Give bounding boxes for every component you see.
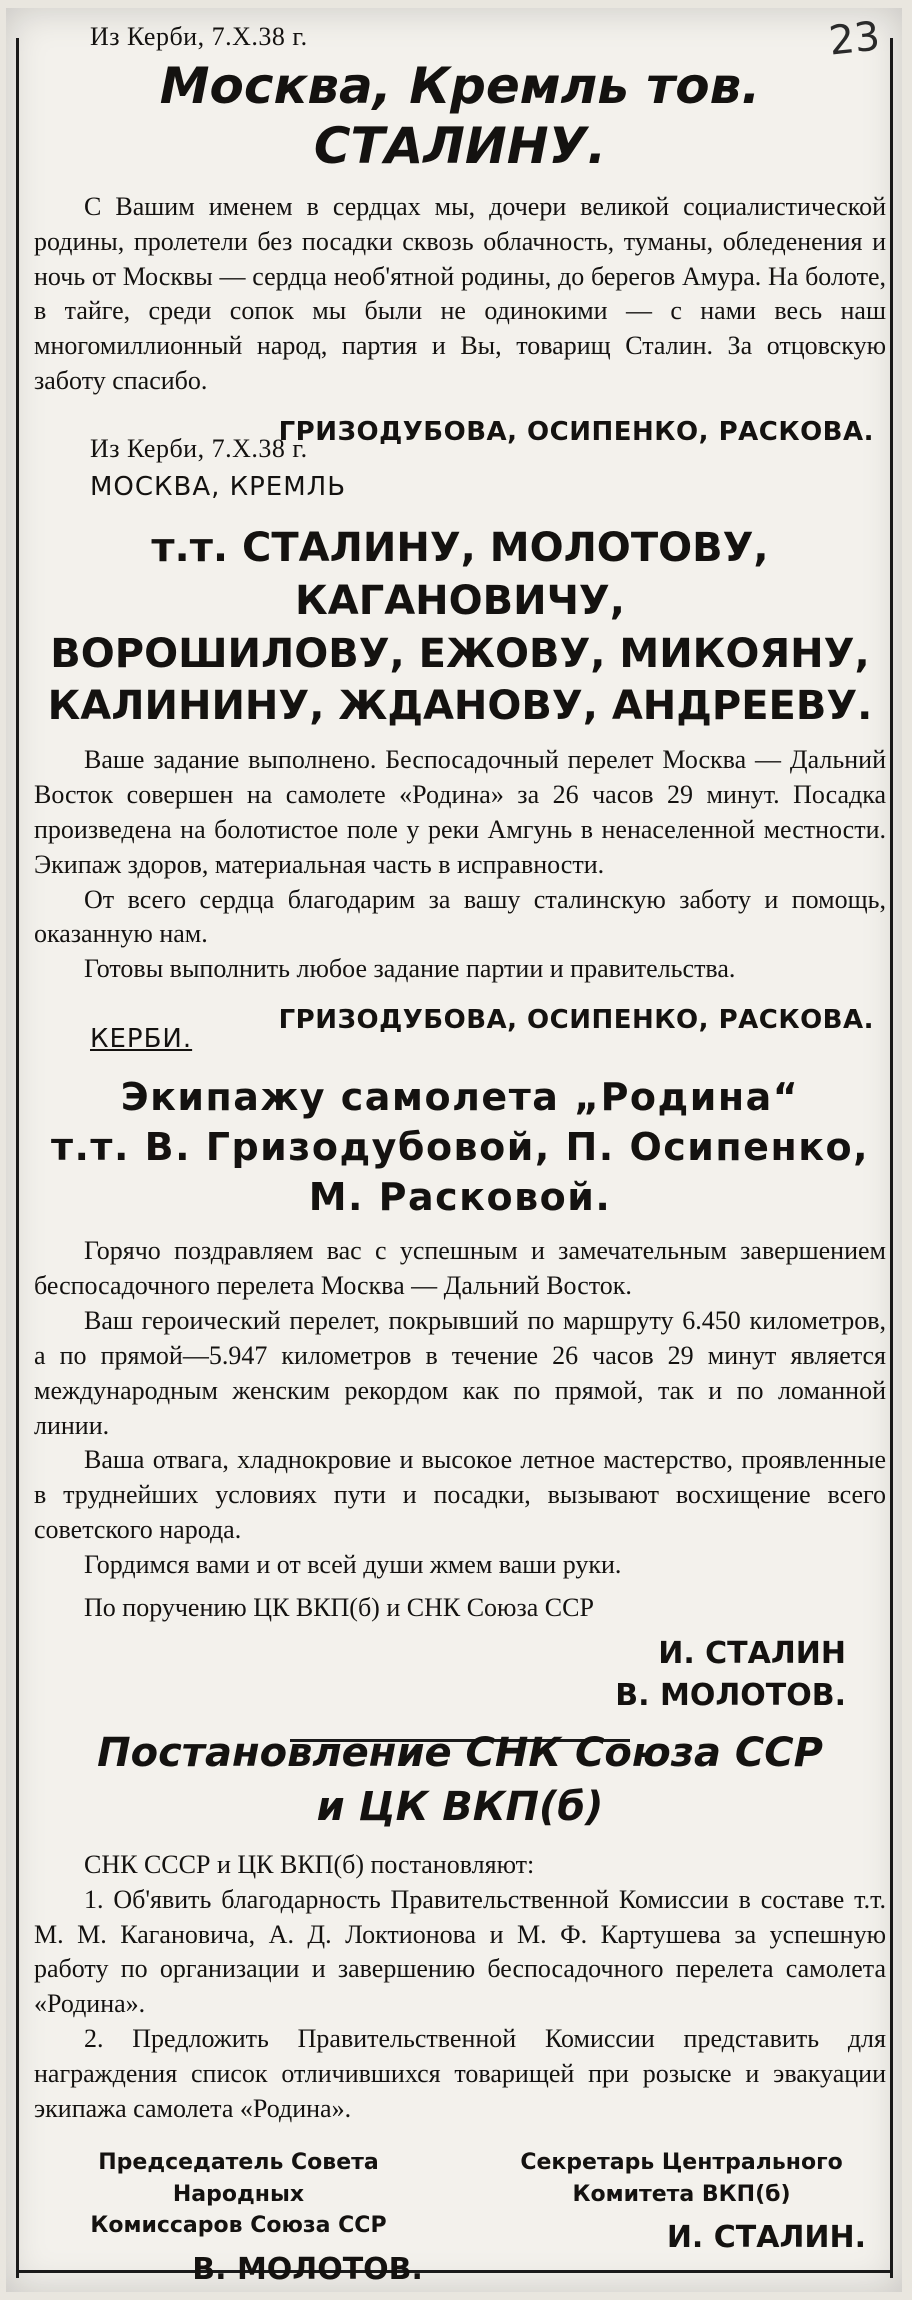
telegram3-paragraph: Гордимся вами и от всей души жмем ваши руки. — [84, 1549, 622, 1579]
handwritten-page-number: 23 — [826, 13, 883, 65]
newspaper-clipping — [6, 8, 902, 2292]
telegram3-heading-line: Экипажу самолета „Родина“ — [120, 1075, 800, 1119]
decree-item: 2. Предложить Правительственной Комиссии представить для награждения список отличившихся товарищей при розыске и эвакуации экипажа самолета «Родина». — [34, 2024, 886, 2123]
telegram3-place: КЕРБИ. — [90, 1024, 193, 1054]
decree-intro: СНК СССР и ЦК ВКП(б) постановляют: — [84, 1850, 535, 1879]
signer-right-role: Комитета ВКП(б) — [572, 2181, 791, 2207]
telegram2-heading — [34, 522, 886, 733]
signer-left — [34, 2147, 443, 2288]
telegram3-signature-name: И. СТАЛИН — [658, 1635, 846, 1671]
telegram3-heading-line: М. Расковой. — [308, 1175, 612, 1220]
left-border-rule — [16, 38, 19, 2278]
signer-left-name: В. МОЛОТОВ. — [192, 2252, 423, 2288]
decree-heading-line: и ЦК ВКП(б) — [316, 1784, 604, 1830]
telegram2-paragraph: Готовы выполнить любое задание партии и правительства. — [84, 954, 736, 984]
signer-left-role: Председатель Совета Народных — [98, 2149, 379, 2207]
telegram2-paragraph: Ваше задание выполнено. Беспосадочный перелет Москва — Дальний Восток совершен на самолете «Родина» за 26 часов 29 минут. Посадка произведена на болотистое поле у реки Амгунь в ненаселенной местности. Экипаж здоров, материальная часть в исправности. — [34, 745, 886, 879]
signer-right-name: И. СТАЛИН. — [666, 2220, 866, 2256]
telegram-to-crew — [34, 1024, 886, 1764]
signer-right-role: Секретарь Центрального — [520, 2149, 843, 2175]
telegram3-signatures — [34, 1633, 846, 1717]
decree-signers — [34, 2147, 886, 2288]
telegram1-body: С Вашим именем в сердцах мы, дочери великой социалистической родины, пролетели без посадки сквозь облачность, туманы, обледенения и ночь от Москвы — сердца необ'ятной родины, до берегов Амура. На болоте, в тайге, среди сопок мы были не одинокими — с нами весь наш многомиллионный народ, партия и Вы, товарищ Сталин. За отцовскую заботу спасибо. — [34, 192, 886, 396]
right-border-rule — [890, 38, 893, 2278]
telegram3-paragraph: Горячо поздравляем вас с успешным и замечательным завершением беспосадочного перелета Москва — Дальний Восток. — [34, 1236, 886, 1301]
telegram3-signature-name: В. МОЛОТОВ. — [615, 1677, 846, 1713]
decree-heading — [34, 1726, 886, 1834]
telegram2-signature: ГРИЗОДУБОВА, ОСИПЕНКО, РАСКОВА. — [278, 1004, 874, 1035]
signer-right — [477, 2147, 886, 2288]
decree-heading-line: Постановление СНК Союза ССР — [97, 1730, 823, 1776]
telegram2-heading-line: ВОРОШИЛОВУ, ЕЖОВУ, МИКОЯНУ, — [50, 630, 870, 677]
telegram-to-leaders — [34, 434, 886, 1035]
telegram2-date: Из Керби, 7.X.38 г. — [90, 434, 308, 463]
telegram3-heading-line: т.т. В. Гризодубовой, П. Осипенко, — [50, 1125, 870, 1170]
telegram2-heading-line: т.т. СТАЛИНУ, МОЛОТОВУ, КАГАНОВИЧУ, — [151, 525, 769, 624]
telegram3-paragraph: Ваша отвага, хладнокровие и высокое летное мастерство, проявленные в труднейших условиях пути и посадки, вызывают восхищение всего советского народа. — [34, 1445, 886, 1545]
telegram1-date: Из Керби, 7.X.38 г. — [90, 22, 308, 51]
decree — [34, 1718, 886, 2287]
decree-item: 1. Об'явить благодарность Правительственной Комиссии в составе т.т. М. М. Кагановича, А. Д. Локтионова и М. Ф. Картушева за успешную работу по организации и завершению беспосадочного перелета самолета «Родина». — [34, 1884, 886, 2019]
telegram-to-stalin — [34, 22, 886, 447]
telegram1-heading: Москва, Кремль тов. СТАЛИНУ. — [159, 57, 761, 175]
telegram3-authority: По поручению ЦК ВКП(б) и СНК Союза ССР — [84, 1592, 594, 1622]
telegram2-place: МОСКВА, КРЕМЛЬ — [90, 472, 347, 502]
telegram1-signature: ГРИЗОДУБОВА, ОСИПЕНКО, РАСКОВА. — [278, 416, 874, 447]
telegram3-paragraph: Ваш героический перелет, покрывший по маршруту 6.450 километров, а по прямой—5.947 километров в течение 26 часов 29 минут является международным женским рекордом как по прямой, так и по ломанной линии. — [34, 1306, 886, 1440]
telegram2-paragraph: От всего сердца благодарим за вашу сталинскую заботу и помощь, оказанную нам. — [34, 884, 886, 949]
signer-left-role: Комиссаров Союза ССР — [90, 2213, 387, 2239]
telegram2-heading-line: КАЛИНИНУ, ЖДАНОВУ, АНДРЕЕВУ. — [47, 683, 873, 730]
telegram3-heading — [34, 1072, 886, 1222]
